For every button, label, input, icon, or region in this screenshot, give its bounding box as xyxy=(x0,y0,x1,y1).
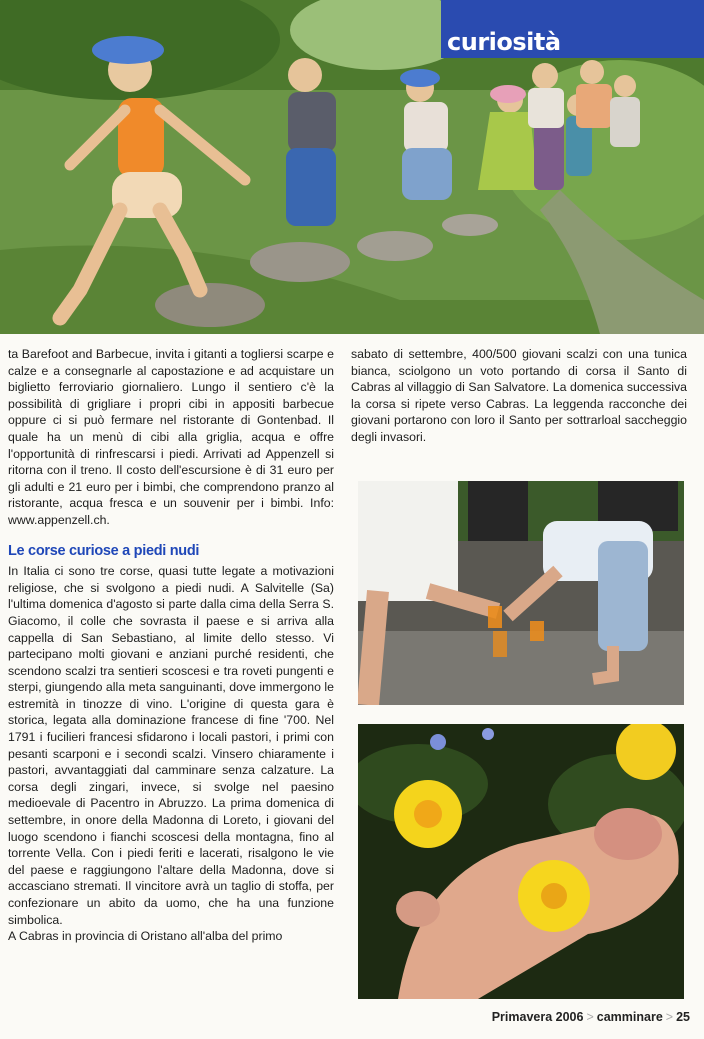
photo-dandelions-between-toes xyxy=(358,724,684,999)
text-column-right xyxy=(351,346,687,446)
page-number: 25 xyxy=(676,1010,690,1024)
section-tag-label: curiosità xyxy=(447,28,561,56)
section-tag xyxy=(441,0,704,58)
paragraph-barefoot-excursion: ta Barefoot and Barbecue, invita i gitanti a togliersi scarpe e calze e a consegnarle al capostazione e ad acquistare un biglietto ferroviario giornaliero. Lungo il sentiero c'è la possibilità di grigliare i propri cibi in appositi barbecue oppure ci si può fermare nel ristorante di Gontenbad. Il quale ha un menù di cibi alla griglia, acqua e offre l'opportunità di rinfrescarsi i piedi. Arrivati ad Appenzell si ritorna con il treno. Il costo dell'escursione è di 31 euro per gli adulti e 21 euro per i bimbi, che comprendono pranzo al ristorante, acqua fresca e un souvenir per i bimbi. Info: www.appenzell.ch. xyxy=(8,347,334,527)
paragraph-cabras-start: A Cabras in provincia di Oristano all'alba del primo xyxy=(8,929,283,944)
footer-issue: Primavera 2006 xyxy=(491,1010,584,1024)
section-heading: Le corse curiose a piedi nudi xyxy=(8,542,200,559)
footer-separator-icon: > xyxy=(586,1010,594,1024)
page-footer xyxy=(492,1010,690,1024)
text-column-left xyxy=(8,346,334,945)
footer-magazine: camminare xyxy=(596,1010,663,1024)
photo-barefoot-legs-wine-cups xyxy=(358,481,684,705)
paragraph-cabras-end: sabato di settembre, 400/500 giovani scalzi con una tunica bianca, sciolgono un voto portando di corsa il Santo di Cabras al villaggio di San Salvatore. La domenica successiva la corsa si ripete verso Cabras. La leggenda racconche dei giovani portarono con loro il Santo per sottrarloal saccheggio degli invasori. xyxy=(351,347,687,444)
footer-separator-icon: > xyxy=(665,1010,674,1024)
paragraph-barefoot-races: In Italia ci sono tre corse, quasi tutte legate a motivazioni religiose, che si svolgono a piedi nudi. A Salvitelle (Sa) l'ultima domenica d'agosto si parte dalla cima della Serra S. Giacomo, il colle che sovrasta il paese e si arriva alla cappella di San Sebastiano, al limite dello stesso. Vi partecipano molti giovani e anziani purché residenti, che scendono scalzi tra sentieri scoscesi e tra roveti pungenti e sterpi, giungendo alla meta sanguinanti, dove immergono le estremità in tinozze di vino. L'origine di questa gara è storica, legata alla dominazione francese di fine '700. Nel 1791 i fucilieri francesi sfidarono i locali pastori, i primi con pesanti scarponi e i secondi scalzi. Vinsero chiaramente i pastori, avvantaggiati dal camminare senza calzature. La corsa degli zingari, invece, si svolge nel paesino medioevale di Pacentro in Abruzzo. La prima domenica di settembre, in onore della Madonna di Loreto, i giovani del luogo scendono i fianchi scoscesi della montagna, fino al torrente Vella. Con i piedi feriti e lacerati, risalgono le vie del paese e raggiungono l'altare della Madonna, dove si accasciano stremati. Il vincitore avrà un taglio di stoffa, per confezionare un abito da uomo, che ha una funzione simbolica. xyxy=(8,564,334,927)
